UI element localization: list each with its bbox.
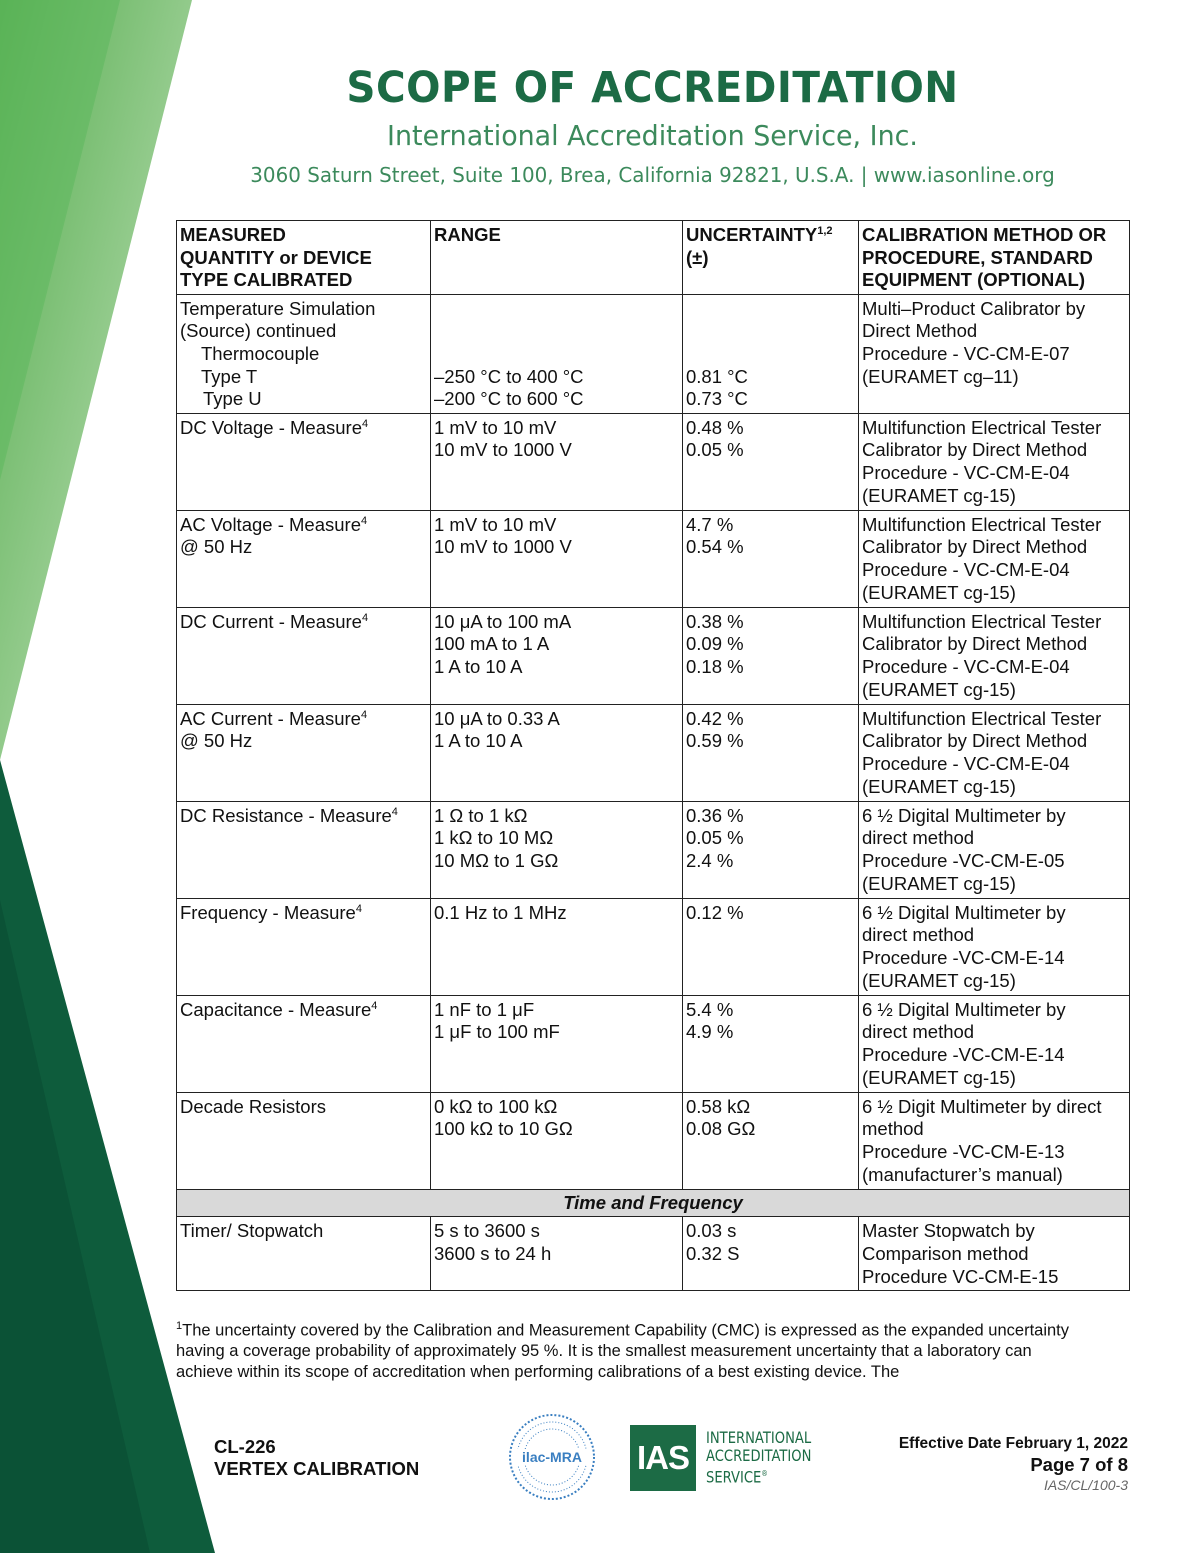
cell-method: 6 ½ Digit Multimeter by direct method Procedure -VC-CM-E-13 (manufacturer’s manual) xyxy=(859,1092,1130,1189)
cell-method: 6 ½ Digital Multimeter by direct method Procedure -VC-CM-E-14 (EURAMET cg-15) xyxy=(859,995,1130,1092)
cell-uncertainty: 5.4 % 4.9 % xyxy=(683,995,859,1092)
table-row xyxy=(177,294,1130,413)
page-title: SCOPE OF ACCREDITATION xyxy=(346,63,959,113)
table-row xyxy=(177,510,1130,607)
cell-quantity: Timer/ Stopwatch xyxy=(177,1217,431,1291)
cell-range: 5 s to 3600 s 3600 s to 24 h xyxy=(431,1217,683,1291)
cell-quantity: AC Voltage - Measure$^4$ @ 50 Hz xyxy=(177,510,431,607)
cell-method: 6 ½ Digital Multimeter by direct method Procedure -VC-CM-E-14 (EURAMET cg-15) xyxy=(859,898,1130,995)
effective-date: Effective Date February 1, 2022 xyxy=(898,1435,1128,1452)
cell-quantity: Frequency - Measure$^4$ xyxy=(177,898,431,995)
page-header xyxy=(175,60,1130,190)
table-row xyxy=(177,607,1130,704)
header-measured-quantity: MEASURED QUANTITY or DEVICE TYPE CALIBRATED xyxy=(177,221,431,295)
table-row xyxy=(177,801,1130,898)
cell-range: –250 °C to 400 °C –200 °C to 600 °C xyxy=(431,294,683,413)
cell-quantity: DC Voltage - Measure$^4$ xyxy=(177,413,431,510)
document-code: IAS/CL/100-3 xyxy=(1043,1477,1128,1493)
ias-logo xyxy=(630,1425,835,1491)
cell-uncertainty: 0.38 % 0.09 % 0.18 % xyxy=(683,607,859,704)
page-info xyxy=(899,1434,1128,1494)
ilac-mra-logo xyxy=(508,1413,596,1501)
cell-range: 1 mV to 10 mV 10 mV to 1000 V xyxy=(431,510,683,607)
cell-method: Master Stopwatch by Comparison method Procedure VC-CM-E-15 xyxy=(859,1217,1130,1291)
cell-quantity: DC Resistance - Measure$^4$ xyxy=(177,801,431,898)
ias-logo-text: INTERNATIONAL ACCREDITATION SERVICE® xyxy=(706,1428,812,1487)
organization-address: 3060 Saturn Street, Suite 100, Brea, California 92821, U.S.A. | www.iasonline.org xyxy=(250,163,1055,187)
scope-table xyxy=(176,220,1130,1291)
cell-range: 1 Ω to 1 kΩ 1 kΩ to 10 MΩ 10 MΩ to 1 GΩ xyxy=(431,801,683,898)
cell-uncertainty: 0.58 kΩ 0.08 GΩ xyxy=(683,1092,859,1189)
cell-range: 0 kΩ to 100 kΩ 100 kΩ to 10 GΩ xyxy=(431,1092,683,1189)
cell-uncertainty: 0.42 % 0.59 % xyxy=(683,704,859,801)
cell-quantity: Decade Resistors xyxy=(177,1092,431,1189)
table-row xyxy=(177,1092,1130,1189)
header-uncertainty: UNCERTAINTY$^{1,2}$ (±) xyxy=(683,221,859,295)
cell-uncertainty: 4.7 % 0.54 % xyxy=(683,510,859,607)
cell-uncertainty: 0.12 % xyxy=(683,898,859,995)
header-range: RANGE xyxy=(431,221,683,295)
ias-logo-mark: IAS xyxy=(630,1425,696,1491)
cell-quantity: DC Current - Measure$^4$ xyxy=(177,607,431,704)
cell-method: Multifunction Electrical Tester Calibrator by Direct Method Procedure - VC-CM-E-04 (EURAMET cg-15) xyxy=(859,510,1130,607)
page-number: Page 7 of 8 xyxy=(1030,1454,1128,1475)
cell-method: 6 ½ Digital Multimeter by direct method Procedure -VC-CM-E-05 (EURAMET cg-15) xyxy=(859,801,1130,898)
section-title: Time and Frequency xyxy=(177,1189,1130,1217)
header-calibration-method: CALIBRATION METHOD OR PROCEDURE, STANDARD EQUIPMENT (OPTIONAL) xyxy=(859,221,1130,295)
cell-uncertainty: 0.81 °C 0.73 °C xyxy=(683,294,859,413)
cell-range: 10 μA to 100 mA 100 mA to 1 A 1 A to 10 A xyxy=(431,607,683,704)
cell-range: 0.1 Hz to 1 MHz xyxy=(431,898,683,995)
cell-method: Multifunction Electrical Tester Calibrator by Direct Method Procedure - VC-CM-E-04 (EURAMET cg-15) xyxy=(859,607,1130,704)
cell-range: 10 μA to 0.33 A 1 A to 10 A xyxy=(431,704,683,801)
organization-name: International Accreditation Service, Inc. xyxy=(387,119,918,152)
cell-uncertainty: 0.48 % 0.05 % xyxy=(683,413,859,510)
footnote: $^1$The uncertainty covered by the Calibration and Measurement Capability (CMC) is expressed as the expanded uncertainty having a coverage probability of approximately 95 %. It is the smallest measurement uncertainty that a laboratory can achieve within its scope of accreditation when performing calibrations of a best existing device. The xyxy=(176,1320,1069,1381)
certificate-info xyxy=(214,1436,419,1480)
table-row xyxy=(177,898,1130,995)
cell-quantity: AC Current - Measure$^4$ @ 50 Hz xyxy=(177,704,431,801)
cell-uncertainty: 0.03 s 0.32 S xyxy=(683,1217,859,1291)
cell-range: 1 nF to 1 μF 1 μF to 100 mF xyxy=(431,995,683,1092)
cell-uncertainty: 0.36 % 0.05 % 2.4 % xyxy=(683,801,859,898)
table-header-row xyxy=(177,221,1130,295)
cell-method: Multifunction Electrical Tester Calibrator by Direct Method Procedure - VC-CM-E-04 (EURAMET cg-15) xyxy=(859,704,1130,801)
cell-method: Multifunction Electrical Tester Calibrator by Direct Method Procedure - VC-CM-E-04 (EURAMET cg-15) xyxy=(859,413,1130,510)
table-row xyxy=(177,1217,1130,1291)
cell-quantity: Capacitance - Measure$^4$ xyxy=(177,995,431,1092)
table-row xyxy=(177,704,1130,801)
cell-method: Multi–Product Calibrator by Direct Method Procedure - VC-CM-E-07 (EURAMET cg–11) xyxy=(859,294,1130,413)
cell-range: 1 mV to 10 mV 10 mV to 1000 V xyxy=(431,413,683,510)
section-header-row xyxy=(177,1189,1130,1217)
table-row xyxy=(177,413,1130,510)
certificate-id: CL-226 xyxy=(214,1436,276,1457)
table-row xyxy=(177,995,1130,1092)
company-name: VERTEX CALIBRATION xyxy=(214,1458,420,1479)
cell-quantity: Temperature Simulation (Source) continued Thermocouple Type T Type U xyxy=(177,294,431,413)
svg-text:ilac-MRA: ilac-MRA xyxy=(522,1449,582,1465)
